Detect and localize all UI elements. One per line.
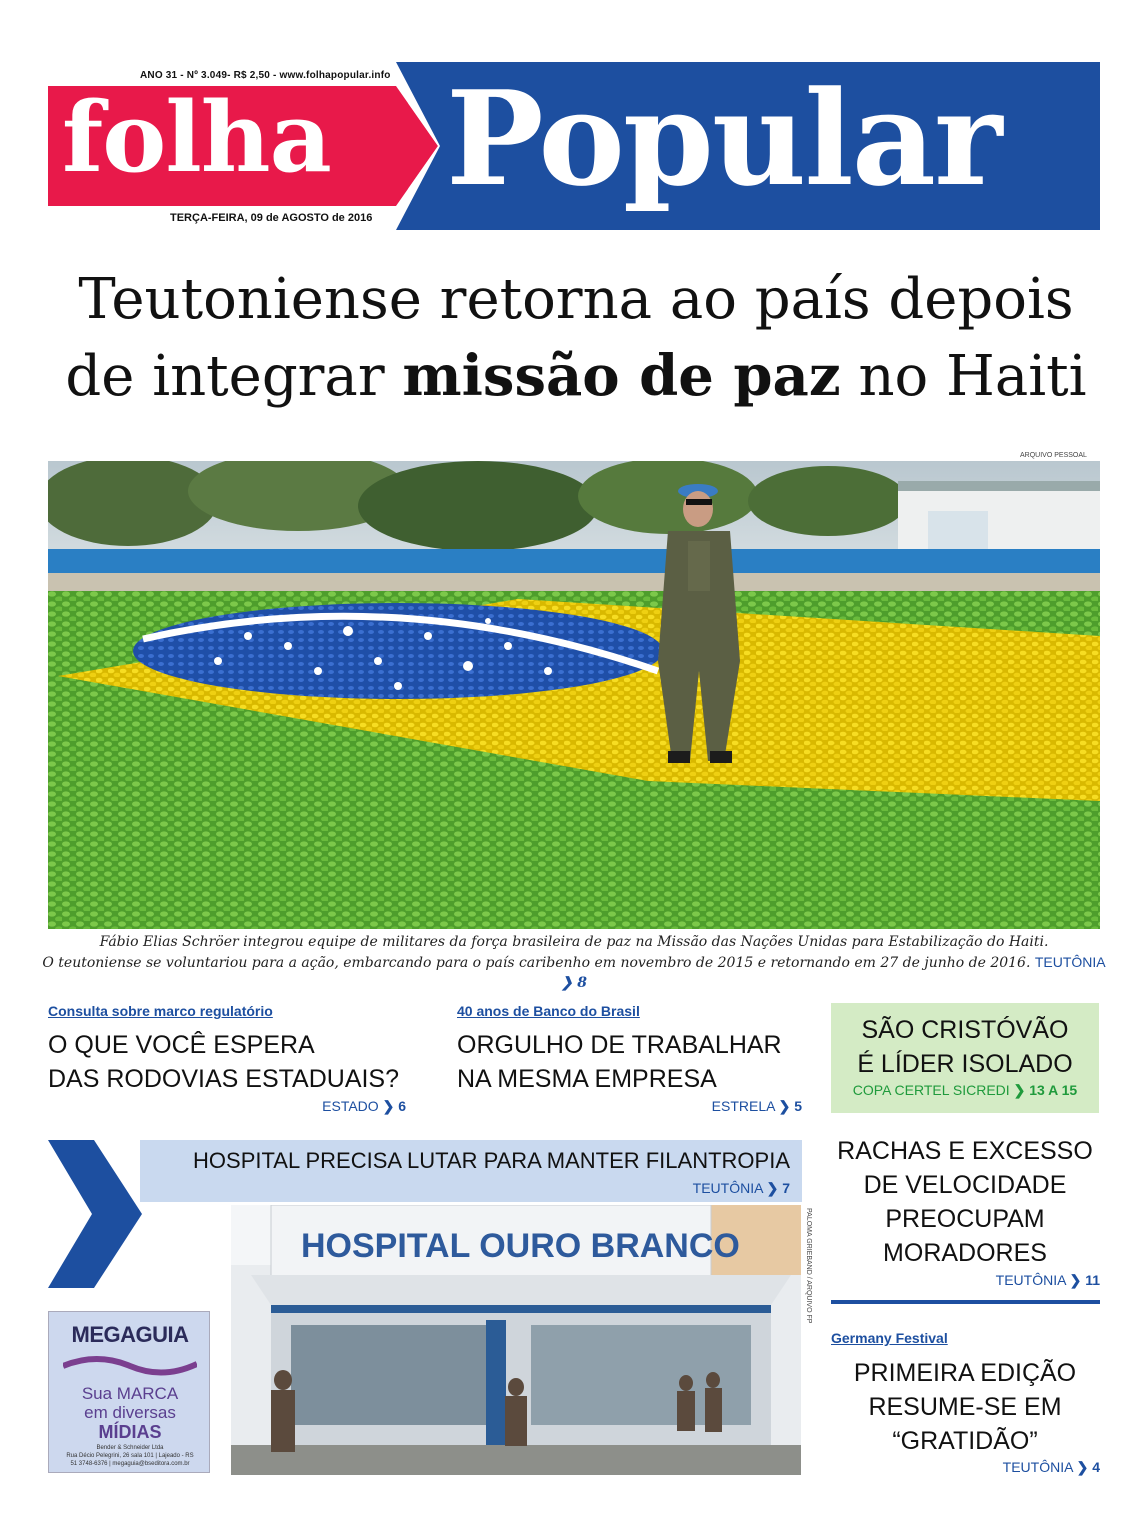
section-label: COPA CERTEL SICREDI — [852, 1082, 1010, 1098]
story-rodovias-ref[interactable] — [200, 1098, 406, 1115]
story-rachas-title-line-2: DE VELOCIDADE — [863, 1171, 1067, 1199]
chevron-right-icon — [48, 1140, 142, 1288]
divider — [831, 1300, 1100, 1304]
ad-brand-part-1: MEGA — [71, 1322, 136, 1347]
arrow-icon: ❯ — [1076, 1459, 1089, 1475]
story-copa-title[interactable] — [831, 1013, 1099, 1081]
story-rodovias-title[interactable] — [48, 1028, 418, 1096]
story-banco-title[interactable] — [457, 1028, 817, 1096]
ad-line-1: Sua MARCA — [81, 1384, 179, 1403]
caption-line-1: Fábio Elias Schröer integrou equipe de militares da força brasileira de paz na Missão das Nações Unidas para Estabilização do Haiti. — [99, 934, 1049, 950]
wave-icon — [63, 1352, 197, 1378]
story-copa-title-line-2: É LÍDER ISOLADO — [857, 1050, 1073, 1078]
story-germany-ref[interactable] — [880, 1459, 1100, 1476]
headline-line-1: Teutoniense retorna ao país depois — [78, 267, 1074, 332]
arrow-icon: ❯ — [1069, 1272, 1082, 1288]
ad-line-3: MÍDIAS — [98, 1422, 162, 1442]
section-label: TEUTÔNIA — [995, 1272, 1066, 1288]
story-hospital-ref[interactable] — [560, 1180, 790, 1197]
issue-info: ANO 31 - Nº 3.049- R$ 2,50 - www.folhapopular.info — [140, 70, 391, 81]
section-label: TEUTÔNIA — [692, 1180, 763, 1196]
arrow-icon: ❯ — [778, 1098, 791, 1114]
megaguia-ad[interactable] — [48, 1311, 210, 1473]
story-germany-title-line-3: “GRATIDÃO” — [892, 1427, 1038, 1455]
caption-arrow-icon: ❯ — [561, 975, 573, 991]
arrow-icon: ❯ — [382, 1098, 395, 1114]
story-rachas-title-line-4: MORADORES — [883, 1239, 1047, 1267]
story-copa-ref[interactable] — [831, 1082, 1099, 1099]
main-photo[interactable] — [48, 461, 1100, 929]
caption-line-2 — [40, 952, 1108, 993]
story-copa-title-line-1: SÃO CRISTÓVÃO — [861, 1016, 1069, 1044]
story-banco-title-line-2: NA MESMA EMPRESA — [457, 1065, 717, 1093]
section-label: TEUTÔNIA — [1002, 1459, 1073, 1475]
photo-credit: ARQUIVO PESSOAL — [1020, 452, 1087, 459]
soldier-flag-photo — [48, 461, 1100, 929]
story-banco-kicker[interactable]: 40 anos de Banco do Brasil — [457, 1003, 640, 1019]
ad-address: Rua Décio Pelegrini, 26 sala 101 | Lajeado - RS — [66, 1453, 194, 1459]
arrow-icon: ❯ — [766, 1180, 779, 1196]
ad-line-2: em diversas — [84, 1403, 176, 1422]
ad-company: Bender & Schneider Ltda — [96, 1445, 164, 1451]
story-rodovias-title-line-1: O QUE VOCÊ ESPERA — [48, 1031, 315, 1059]
story-germany-title-line-1: PRIMEIRA EDIÇÃO — [853, 1359, 1077, 1387]
hospital-building-image — [231, 1205, 801, 1475]
hospital-photo[interactable] — [231, 1205, 801, 1475]
headline-emphasis: missão de paz — [402, 343, 841, 409]
page-number: 6 — [398, 1098, 406, 1114]
headline-line-2-end: no Haiti — [840, 344, 1087, 409]
ad-brand — [49, 1322, 210, 1348]
logo-folha[interactable]: folha — [62, 81, 331, 194]
story-rachas-ref[interactable] — [880, 1272, 1100, 1289]
arrow-icon: ❯ — [1013, 1082, 1026, 1098]
story-banco-title-line-1: ORGULHO DE TRABALHAR — [457, 1031, 782, 1059]
photo-caption — [40, 932, 1108, 993]
story-germany-title-line-2: RESUME-SE EM — [868, 1393, 1062, 1421]
page-number: 4 — [1092, 1459, 1100, 1475]
section-label: ESTRELA — [711, 1098, 775, 1114]
caption-page-number: 8 — [577, 975, 587, 991]
story-rachas-title-line-1: RACHAS E EXCESSO — [837, 1137, 1093, 1165]
story-rodovias-title-line-2: DAS RODOVIAS ESTADUAIS? — [48, 1065, 400, 1093]
story-rachas-title-line-3: PREOCUPAM — [885, 1205, 1045, 1233]
page-number: 11 — [1085, 1272, 1100, 1288]
ad-contact: 51 3748-6376 | megaguia@bseditora.com.br — [70, 1461, 190, 1467]
headline-line-2-start: de integrar — [65, 344, 403, 409]
caption-section-link[interactable]: TEUTÔNIA — [1034, 954, 1106, 970]
caption-line-2-text: O teutoniense se voluntariou para a ação, embarcando para o país caribenho em novembro de 2015 e retornando em 27 de junho de 2016. — [42, 955, 1031, 971]
hospital-photo-credit: PALOMA GRIEBAND / ARQUIVO FP — [805, 1208, 812, 1324]
story-hospital-title[interactable]: HOSPITAL PRECISA LUTAR PARA MANTER FILANTROPIA — [193, 1148, 790, 1173]
page-number: 7 — [782, 1180, 790, 1196]
story-rodovias-kicker[interactable]: Consulta sobre marco regulatório — [48, 1003, 273, 1019]
logo-popular[interactable]: Popular — [446, 62, 1001, 215]
story-rachas-title[interactable] — [831, 1134, 1099, 1270]
hospital-sign: HOSPITAL OURO BRANCO — [301, 1227, 740, 1265]
page-number: 13 A 15 — [1029, 1082, 1078, 1098]
ad-brand-part-2: GUIA — [135, 1322, 189, 1347]
edition-date: TERÇA-FEIRA, 09 de AGOSTO de 2016 — [170, 212, 373, 224]
story-germany-title[interactable] — [831, 1356, 1099, 1458]
page-number: 5 — [794, 1098, 802, 1114]
story-germany-kicker[interactable]: Germany Festival — [831, 1330, 948, 1346]
story-banco-ref[interactable] — [600, 1098, 802, 1115]
section-label: ESTADO — [322, 1098, 379, 1114]
headline-line-2 — [44, 338, 1108, 415]
main-headline[interactable] — [44, 262, 1108, 415]
